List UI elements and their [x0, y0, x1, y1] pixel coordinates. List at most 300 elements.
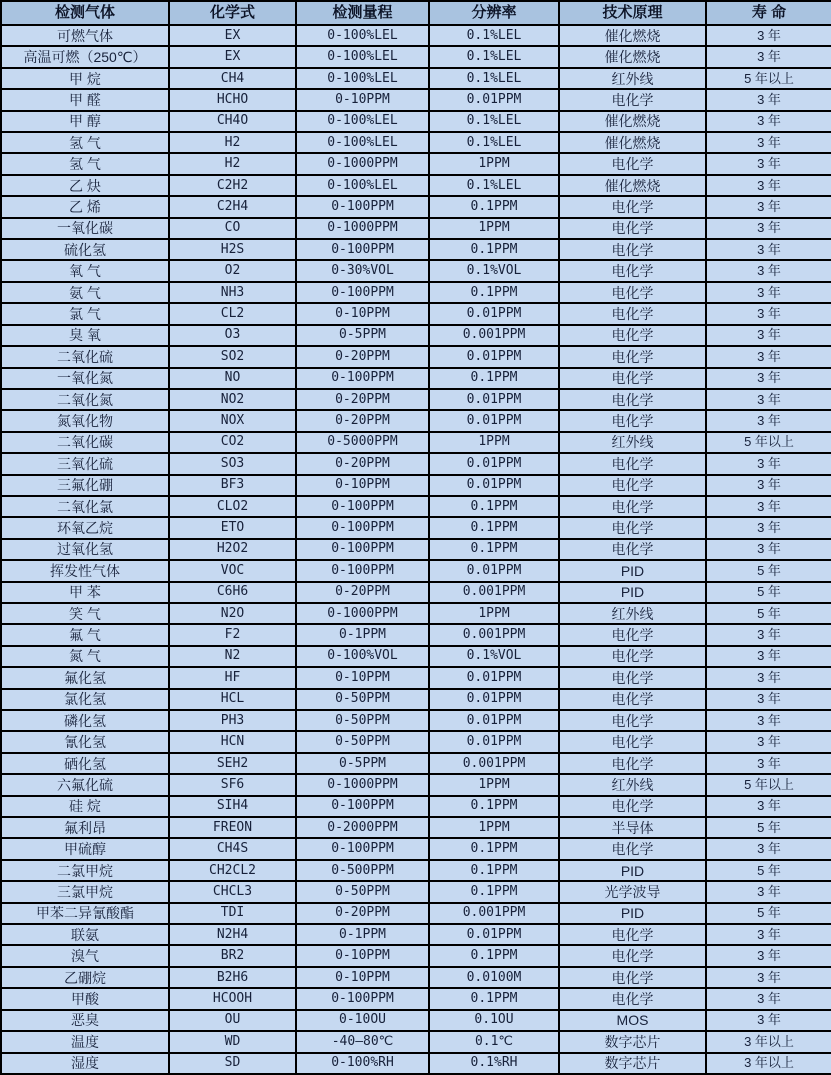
table-row [1, 603, 831, 624]
cell-principle: 电化学 [559, 710, 706, 731]
cell-principle: 电化学 [559, 517, 706, 538]
cell-gas: 二氧化氮 [1, 389, 169, 410]
cell-gas: 湿度 [1, 1053, 169, 1075]
cell-gas: 氮氧化物 [1, 410, 169, 431]
cell-gas: 二氧化氯 [1, 496, 169, 517]
cell-range: 0-100%LEL [296, 111, 429, 132]
cell-lifespan: 3 年 [706, 111, 831, 132]
cell-gas: 甲酸 [1, 988, 169, 1009]
cell-resolution: 0.01PPM [429, 731, 559, 752]
cell-range: 0-50PPM [296, 710, 429, 731]
cell-resolution: 0.1%RH [429, 1053, 559, 1075]
cell-lifespan: 3 年 [706, 218, 831, 239]
cell-gas: 氢 气 [1, 132, 169, 153]
cell-formula: CLO2 [169, 496, 296, 517]
cell-resolution: 0.1PPM [429, 881, 559, 902]
cell-formula: HCOOH [169, 988, 296, 1009]
table-row [1, 368, 831, 389]
cell-principle: 催化燃烧 [559, 111, 706, 132]
cell-principle: 电化学 [559, 475, 706, 496]
cell-principle: 电化学 [559, 389, 706, 410]
cell-formula: H2O2 [169, 539, 296, 560]
table-row [1, 924, 831, 945]
cell-formula: SO2 [169, 346, 296, 367]
cell-lifespan: 3 年 [706, 175, 831, 196]
cell-lifespan: 3 年 [706, 453, 831, 474]
cell-formula: SEH2 [169, 753, 296, 774]
cell-formula: CH4O [169, 111, 296, 132]
cell-lifespan: 5 年以上 [706, 774, 831, 795]
cell-range: 0-50PPM [296, 881, 429, 902]
column-header-range: 检测量程 [296, 1, 429, 25]
cell-lifespan: 3 年 [706, 753, 831, 774]
cell-principle: 红外线 [559, 68, 706, 89]
cell-formula: NO [169, 368, 296, 389]
cell-gas: 氟利昂 [1, 817, 169, 838]
table-row [1, 517, 831, 538]
column-header-lifespan: 寿 命 [706, 1, 831, 25]
header-row [1, 1, 831, 25]
cell-range: 0-100%VOL [296, 646, 429, 667]
cell-gas: 温度 [1, 1031, 169, 1052]
cell-resolution: 0.001PPM [429, 753, 559, 774]
cell-principle: 电化学 [559, 945, 706, 966]
cell-formula: PH3 [169, 710, 296, 731]
cell-formula: CO2 [169, 432, 296, 453]
cell-formula: O3 [169, 325, 296, 346]
cell-resolution: 0.1%LEL [429, 46, 559, 67]
cell-formula: HCL [169, 689, 296, 710]
cell-gas: 氢 气 [1, 153, 169, 174]
cell-range: 0-100%LEL [296, 175, 429, 196]
table-row [1, 453, 831, 474]
cell-range: 0-10PPM [296, 967, 429, 988]
table-row [1, 475, 831, 496]
cell-resolution: 0.1%VOL [429, 646, 559, 667]
cell-principle: 电化学 [559, 218, 706, 239]
table-row [1, 689, 831, 710]
cell-formula: CL2 [169, 303, 296, 324]
cell-gas: 甲 苯 [1, 582, 169, 603]
table-row [1, 838, 831, 859]
cell-formula: F2 [169, 624, 296, 645]
table-row [1, 796, 831, 817]
cell-gas: 六氟化硫 [1, 774, 169, 795]
cell-principle: 电化学 [559, 624, 706, 645]
cell-lifespan: 3 年 [706, 667, 831, 688]
cell-lifespan: 3 年 [706, 346, 831, 367]
cell-range: 0-1000PPM [296, 603, 429, 624]
cell-lifespan: 3 年 [706, 89, 831, 110]
cell-formula: SF6 [169, 774, 296, 795]
cell-range: -40—80℃ [296, 1031, 429, 1052]
cell-gas: 甲 醛 [1, 89, 169, 110]
cell-lifespan: 3 年 [706, 303, 831, 324]
cell-resolution: 0.1PPM [429, 860, 559, 881]
table-row [1, 218, 831, 239]
cell-principle: MOS [559, 1010, 706, 1031]
cell-resolution: 0.1%LEL [429, 111, 559, 132]
cell-resolution: 0.001PPM [429, 624, 559, 645]
cell-formula: ETO [169, 517, 296, 538]
cell-gas: 氰化氢 [1, 731, 169, 752]
cell-range: 0-5000PPM [296, 432, 429, 453]
cell-lifespan: 3 年 [706, 25, 831, 46]
cell-formula: SD [169, 1053, 296, 1075]
cell-formula: HCHO [169, 89, 296, 110]
table-row [1, 753, 831, 774]
cell-formula: NH3 [169, 282, 296, 303]
cell-principle: 电化学 [559, 838, 706, 859]
cell-formula: TDI [169, 903, 296, 924]
cell-lifespan: 3 年 [706, 410, 831, 431]
cell-formula: NO2 [169, 389, 296, 410]
cell-range: 0-100PPM [296, 196, 429, 217]
cell-resolution: 0.1PPM [429, 196, 559, 217]
cell-principle: 电化学 [559, 153, 706, 174]
cell-formula: SIH4 [169, 796, 296, 817]
cell-lifespan: 5 年以上 [706, 432, 831, 453]
cell-range: 0-10PPM [296, 667, 429, 688]
table-row [1, 410, 831, 431]
cell-lifespan: 3 年 [706, 689, 831, 710]
cell-lifespan: 5 年 [706, 860, 831, 881]
cell-range: 0-10PPM [296, 475, 429, 496]
cell-resolution: 0.01PPM [429, 560, 559, 581]
cell-lifespan: 3 年 [706, 496, 831, 517]
cell-gas: 高温可燃（250℃） [1, 46, 169, 67]
cell-lifespan: 3 年 [706, 796, 831, 817]
table-row [1, 111, 831, 132]
cell-principle: 电化学 [559, 496, 706, 517]
cell-resolution: 0.01PPM [429, 346, 559, 367]
table-row [1, 1053, 831, 1075]
cell-gas: 硒化氢 [1, 753, 169, 774]
table-row [1, 432, 831, 453]
cell-gas: 甲 烷 [1, 68, 169, 89]
cell-resolution: 0.01PPM [429, 924, 559, 945]
cell-lifespan: 3 年 [706, 196, 831, 217]
cell-range: 0-100PPM [296, 282, 429, 303]
cell-lifespan: 3 年 [706, 368, 831, 389]
cell-principle: 电化学 [559, 410, 706, 431]
cell-formula: NOX [169, 410, 296, 431]
cell-gas: 恶臭 [1, 1010, 169, 1031]
cell-principle: 电化学 [559, 239, 706, 260]
table-row [1, 175, 831, 196]
cell-formula: FREON [169, 817, 296, 838]
cell-range: 0-100PPM [296, 838, 429, 859]
cell-range: 0-20PPM [296, 903, 429, 924]
cell-gas: 一氧化碳 [1, 218, 169, 239]
cell-lifespan: 3 年 [706, 988, 831, 1009]
cell-principle: 催化燃烧 [559, 25, 706, 46]
cell-principle: 红外线 [559, 603, 706, 624]
table-row [1, 582, 831, 603]
cell-lifespan: 3 年 [706, 282, 831, 303]
table-row [1, 710, 831, 731]
cell-principle: 电化学 [559, 368, 706, 389]
table-body [1, 25, 831, 1074]
cell-resolution: 0.1PPM [429, 496, 559, 517]
cell-lifespan: 3 年 [706, 239, 831, 260]
cell-range: 0-20PPM [296, 346, 429, 367]
cell-formula: EX [169, 25, 296, 46]
table-row [1, 153, 831, 174]
cell-formula: C2H2 [169, 175, 296, 196]
cell-formula: C2H4 [169, 196, 296, 217]
cell-range: 0-100PPM [296, 796, 429, 817]
cell-principle: 电化学 [559, 260, 706, 281]
cell-formula: CHCL3 [169, 881, 296, 902]
table-row [1, 303, 831, 324]
cell-formula: OU [169, 1010, 296, 1031]
cell-resolution: 0.01PPM [429, 303, 559, 324]
cell-resolution: 0.01PPM [429, 89, 559, 110]
table-row [1, 731, 831, 752]
cell-principle: 催化燃烧 [559, 175, 706, 196]
cell-range: 0-100%LEL [296, 46, 429, 67]
cell-resolution: 0.01PPM [429, 410, 559, 431]
cell-resolution: 1PPM [429, 774, 559, 795]
cell-lifespan: 3 年 [706, 46, 831, 67]
table-row [1, 46, 831, 67]
cell-lifespan: 3 年 [706, 475, 831, 496]
table-row [1, 624, 831, 645]
cell-resolution: 1PPM [429, 817, 559, 838]
cell-principle: 电化学 [559, 753, 706, 774]
table-row [1, 560, 831, 581]
cell-formula: BF3 [169, 475, 296, 496]
table-row [1, 346, 831, 367]
cell-range: 0-100PPM [296, 539, 429, 560]
cell-resolution: 0.01PPM [429, 710, 559, 731]
cell-gas: 硫化氢 [1, 239, 169, 260]
cell-resolution: 0.1PPM [429, 539, 559, 560]
table-row [1, 881, 831, 902]
cell-resolution: 0.01PPM [429, 689, 559, 710]
cell-gas: 溴气 [1, 945, 169, 966]
cell-gas: 三氯甲烷 [1, 881, 169, 902]
cell-range: 0-50PPM [296, 689, 429, 710]
cell-gas: 笑 气 [1, 603, 169, 624]
cell-formula: B2H6 [169, 967, 296, 988]
table-header [1, 1, 831, 25]
cell-resolution: 0.1PPM [429, 282, 559, 303]
cell-lifespan: 3 年 [706, 924, 831, 945]
cell-formula: H2S [169, 239, 296, 260]
cell-principle: 催化燃烧 [559, 46, 706, 67]
cell-lifespan: 5 年 [706, 582, 831, 603]
cell-resolution: 0.1%LEL [429, 132, 559, 153]
cell-lifespan: 3 年 [706, 881, 831, 902]
cell-formula: CH2CL2 [169, 860, 296, 881]
cell-range: 0-20PPM [296, 389, 429, 410]
cell-principle: PID [559, 560, 706, 581]
cell-lifespan: 3 年 [706, 967, 831, 988]
cell-lifespan: 3 年 [706, 710, 831, 731]
cell-lifespan: 5 年以上 [706, 68, 831, 89]
cell-range: 0-100%RH [296, 1053, 429, 1075]
cell-lifespan: 5 年 [706, 903, 831, 924]
table-row [1, 1010, 831, 1031]
cell-range: 0-10PPM [296, 945, 429, 966]
table-row [1, 239, 831, 260]
cell-lifespan: 3 年 [706, 132, 831, 153]
cell-principle: 电化学 [559, 346, 706, 367]
cell-principle: 电化学 [559, 924, 706, 945]
cell-principle: 电化学 [559, 196, 706, 217]
cell-lifespan: 3 年 [706, 945, 831, 966]
cell-lifespan: 3 年 [706, 325, 831, 346]
cell-range: 0-1000PPM [296, 774, 429, 795]
table-row [1, 903, 831, 924]
cell-range: 0-100%LEL [296, 132, 429, 153]
cell-range: 0-100PPM [296, 368, 429, 389]
cell-gas: 三氧化硫 [1, 453, 169, 474]
cell-formula: N2O [169, 603, 296, 624]
cell-resolution: 0.1PPM [429, 838, 559, 859]
cell-formula: CO [169, 218, 296, 239]
cell-range: 0-30%VOL [296, 260, 429, 281]
cell-formula: VOC [169, 560, 296, 581]
cell-lifespan: 3 年以上 [706, 1031, 831, 1052]
cell-principle: PID [559, 903, 706, 924]
cell-gas: 氯 气 [1, 303, 169, 324]
cell-resolution: 0.001PPM [429, 903, 559, 924]
cell-formula: CH4S [169, 838, 296, 859]
cell-principle: 电化学 [559, 689, 706, 710]
cell-gas: 硅 烷 [1, 796, 169, 817]
cell-principle: 电化学 [559, 646, 706, 667]
cell-formula: SO3 [169, 453, 296, 474]
cell-range: 0-2000PPM [296, 817, 429, 838]
cell-gas: 甲 醇 [1, 111, 169, 132]
table-row [1, 282, 831, 303]
cell-principle: 数字芯片 [559, 1053, 706, 1075]
table-row [1, 945, 831, 966]
cell-lifespan: 5 年 [706, 560, 831, 581]
cell-gas: 挥发性气体 [1, 560, 169, 581]
cell-gas: 氧 气 [1, 260, 169, 281]
cell-gas: 氟化氢 [1, 667, 169, 688]
cell-resolution: 0.1℃ [429, 1031, 559, 1052]
cell-principle: 催化燃烧 [559, 132, 706, 153]
cell-formula: HF [169, 667, 296, 688]
cell-range: 0-10PPM [296, 303, 429, 324]
table-row [1, 496, 831, 517]
cell-resolution: 1PPM [429, 603, 559, 624]
cell-lifespan: 3 年 [706, 389, 831, 410]
cell-resolution: 0.1PPM [429, 368, 559, 389]
table-row [1, 774, 831, 795]
cell-formula: H2 [169, 153, 296, 174]
cell-gas: 可燃气体 [1, 25, 169, 46]
cell-gas: 三氟化硼 [1, 475, 169, 496]
cell-resolution: 1PPM [429, 153, 559, 174]
cell-range: 0-5PPM [296, 753, 429, 774]
table-row [1, 539, 831, 560]
cell-lifespan: 3 年 [706, 624, 831, 645]
cell-range: 0-20PPM [296, 582, 429, 603]
cell-formula: C6H6 [169, 582, 296, 603]
cell-range: 0-10PPM [296, 89, 429, 110]
cell-principle: 电化学 [559, 325, 706, 346]
cell-gas: 氮 气 [1, 646, 169, 667]
cell-range: 0-10OU [296, 1010, 429, 1031]
cell-lifespan: 3 年以上 [706, 1053, 831, 1075]
cell-formula: HCN [169, 731, 296, 752]
cell-gas: 氟 气 [1, 624, 169, 645]
cell-range: 0-20PPM [296, 453, 429, 474]
table-row [1, 68, 831, 89]
cell-range: 0-100PPM [296, 517, 429, 538]
cell-principle: 光学波导 [559, 881, 706, 902]
table-row [1, 260, 831, 281]
cell-resolution: 0.1%LEL [429, 175, 559, 196]
cell-formula: O2 [169, 260, 296, 281]
cell-lifespan: 3 年 [706, 646, 831, 667]
cell-range: 0-1PPM [296, 624, 429, 645]
cell-resolution: 0.1PPM [429, 517, 559, 538]
cell-gas: 乙 烯 [1, 196, 169, 217]
cell-resolution: 0.01PPM [429, 389, 559, 410]
cell-range: 0-5PPM [296, 325, 429, 346]
cell-formula: N2 [169, 646, 296, 667]
cell-lifespan: 3 年 [706, 517, 831, 538]
cell-principle: 红外线 [559, 774, 706, 795]
cell-gas: 二氧化碳 [1, 432, 169, 453]
cell-resolution: 0.1%LEL [429, 25, 559, 46]
cell-resolution: 0.1%LEL [429, 68, 559, 89]
cell-gas: 臭 氧 [1, 325, 169, 346]
cell-principle: 红外线 [559, 432, 706, 453]
cell-range: 0-20PPM [296, 410, 429, 431]
cell-lifespan: 3 年 [706, 539, 831, 560]
cell-gas: 二氯甲烷 [1, 860, 169, 881]
cell-formula: H2 [169, 132, 296, 153]
cell-principle: 电化学 [559, 282, 706, 303]
cell-gas: 一氧化氮 [1, 368, 169, 389]
table-row [1, 89, 831, 110]
cell-lifespan: 3 年 [706, 731, 831, 752]
cell-gas: 乙 炔 [1, 175, 169, 196]
cell-resolution: 0.001PPM [429, 582, 559, 603]
cell-range: 0-100PPM [296, 239, 429, 260]
cell-resolution: 0.1PPM [429, 239, 559, 260]
cell-range: 0-100PPM [296, 496, 429, 517]
table-row [1, 988, 831, 1009]
cell-lifespan: 3 年 [706, 260, 831, 281]
cell-resolution: 1PPM [429, 218, 559, 239]
cell-lifespan: 5 年 [706, 817, 831, 838]
cell-lifespan: 5 年 [706, 603, 831, 624]
cell-gas: 甲苯二异氰酸酯 [1, 903, 169, 924]
cell-gas: 过氧化氢 [1, 539, 169, 560]
cell-range: 0-100%LEL [296, 68, 429, 89]
cell-resolution: 0.0100M [429, 967, 559, 988]
cell-gas: 乙硼烷 [1, 967, 169, 988]
table-row [1, 325, 831, 346]
cell-range: 0-100PPM [296, 988, 429, 1009]
cell-range: 0-100%LEL [296, 25, 429, 46]
cell-resolution: 1PPM [429, 432, 559, 453]
column-header-resolution: 分辨率 [429, 1, 559, 25]
cell-resolution: 0.1PPM [429, 945, 559, 966]
cell-lifespan: 3 年 [706, 1010, 831, 1031]
cell-formula: WD [169, 1031, 296, 1052]
table-row [1, 389, 831, 410]
